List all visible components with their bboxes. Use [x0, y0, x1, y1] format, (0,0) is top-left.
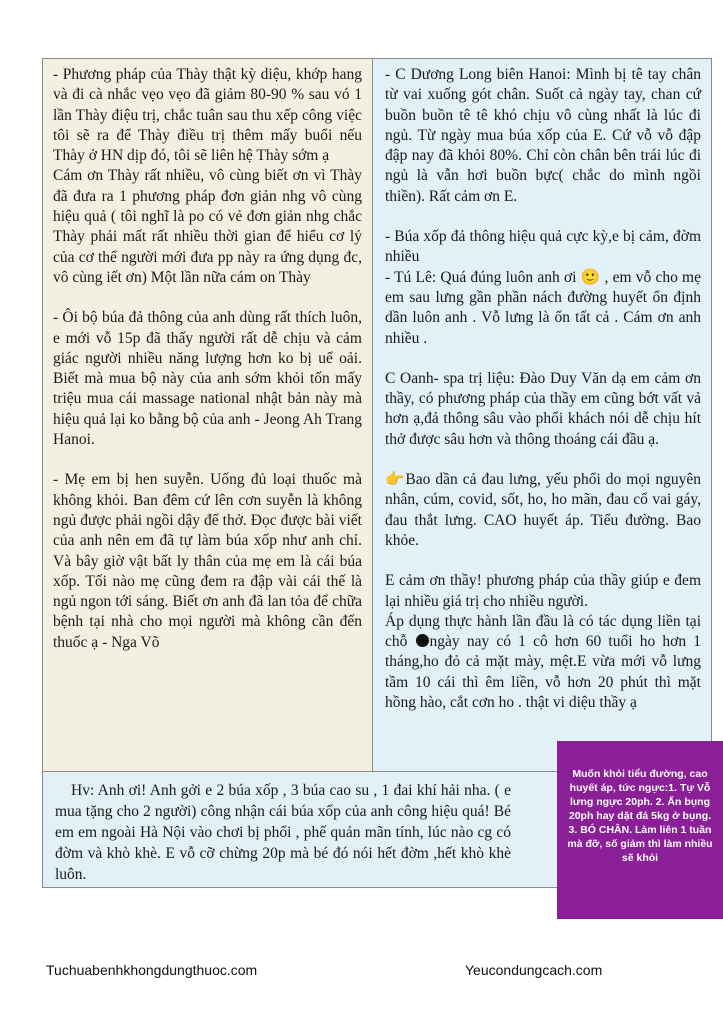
- footer-right-site: Yeucondungcach.com: [465, 962, 603, 978]
- right-paragraph-4: C Oanh- spa trị liệu: Đào Duy Văn dạ em cảm ơn thầy, có phương pháp của thầy em cũng bớt vất vả hơn ạ,đả thông sâu vào phổi khách nói dễ chịu hít thở được sâu hơn và thông thoáng cái đầu ạ.: [385, 369, 701, 448]
- blot-icon: [416, 634, 429, 647]
- left-paragraph-4: - Mẹ em bị hen suyễn. Uống đủ loại thuốc mà không khỏi. Ban đêm cứ lên cơn suyễn là không ngủ được phải ngồi dậy để thở. Đọc được bài viết của anh nên em đã tự làm búa xốp như anh chỉ. Và bây giờ vật bất ly thân của mẹ em là cái búa xốp. Tối nào mẹ cũng đem ra đập vài cái thế là ngủ ngon tới sáng. Biết ơn anh đã lan tỏa để chữa bệnh tại nhà cho mọi người mà không cần đến thuốc ạ - Nga Võ: [53, 471, 362, 651]
- table-top-row: [43, 59, 711, 771]
- right-paragraph-7-start: Áp dụng thực hành lần đầu là có tác dụng liền tại chỗ: [385, 612, 701, 651]
- right-paragraph-7-end: ngày nay có 1 cô hơn 60 tuổi ho hơn 1 tháng,ho đỏ cả mặt mày, mệt.E vừa mới vỗ lưng tầm 10 cái thì êm liền, vỗ hơn 20 phút thì mặt hồng hào, cắt cơn ho . thật vi diệu thầy ạ: [385, 633, 701, 712]
- bottom-testimonial: Hv: Anh ơi! Anh gởi e 2 búa xốp , 3 búa cao su , 1 đai khí hải nha. ( e mua tặng cho 2 người) công nhận cái búa xốp của anh công hiệu quá! Bé em em ngoài Hà Nội vào chơi bị phổi , phế quản mãn tính, lúc nào cg có đờm và khò khè. E vỗ cỡ chừng 20p mà bé đó nói hết đờm ,hết khò khè luôn.: [55, 782, 511, 883]
- right-paragraph-2: - Búa xốp đả thông hiệu quả cực kỳ,e bị cảm, đờm nhiều: [385, 228, 701, 266]
- promo-box: [557, 741, 723, 919]
- left-paragraph-1: - Phương pháp của Thày thật kỳ diệu, khớp hang và đi cà nhắc vẹo vẹo đã giảm 80-90 % sau vó 1 lần Thày điệu trị, chắc tuân sau thu xếp công việc tôi sẽ ra để Thày điều trị thêm mấy buổi nếu Thày ở HN dịp đó, tôi sẽ liên hệ Thày sớm ạ: [53, 66, 362, 165]
- left-paragraph-3: - Ôi bộ búa đả thông của anh dùng rất thích luôn, e mới vỗ 15p đã thấy người rất dễ chịu và cảm giác người nhiều năng lượng hơn ko bị uể oải. Biết mà mua bộ này của anh sớm khỏi tốn mấy triệu mua cái massage national nhật bản này mà hiệu quả lại ko bằng bộ của anh - Jeong Ah Trang Hanoi.: [53, 309, 362, 449]
- left-paragraph-2: Cám ơn Thày rất nhiều, vô cùng biết ơn vì Thày đã đưa ra 1 phương pháp đơn giản nhg vô cùng hiệu quả ( tôi nghĩ là po có vẻ đơn giản nhg chắc Thày phải mất rất nhiều thời gian để hiểu cơ lý của cơ thể người mới đưa pp này ra ứng dụng đc, vô cùng iết ơn) Một lần nữa cám on Thày: [53, 167, 362, 286]
- right-column: [373, 59, 711, 771]
- promo-text: Muốn khỏi tiểu đường, cao huyết áp, tức ngực:1. Tự Vỗ lưng ngực 20ph. 2. Ấn bụng 20ph hay dặt đá 5kg ở bụng. 3. BÓ CHÂN. Làm liên 1 tuần mà đỡ, số giảm thì làm nhiều sẽ khỏi: [567, 768, 713, 864]
- right-paragraph-6: E cảm ơn thầy! phương pháp của thầy giúp e đem lại nhiều giá trị cho nhiều người.: [385, 572, 701, 610]
- right-paragraph-5: 👉Bao dần cả đau lưng, yếu phổi do mọi nguyên nhân, cúm, covid, sốt, ho, ho mãn, đau cổ vai gáy, đau thắt lưng. CAO huyết áp. Tiểu đường. Bao khỏe.: [385, 471, 701, 549]
- right-paragraph-3: - Tú Lê: Quá đúng luôn anh ơi 🙂 , em vỗ cho mẹ em sau lưng gần phần nách đường huyết ổn định dần luôn anh . Vỗ lưng là ổn tất cả . Cám ơn anh nhiều .: [385, 268, 701, 347]
- right-paragraph-7: [385, 612, 701, 713]
- right-paragraph-1: - C Dương Long biên Hanoi: Mình bị tê tay chân từ vai xuống gót chân. Suốt cả ngày tay, chan cứ buồn buồn tê tê khó chịu vô cùng nhất là lúc đi ngủ. Từ ngày mua búa xốp của E. Cứ vỗ vỗ đập đập nay đã khỏi 80%. Chỉ còn chân bên trái lúc đi ngủ là vẫn hơi buồn bực( chắc do mình ngồi thiền). Rất cảm ơn E.: [385, 66, 701, 205]
- footer-left-site: Tuchuabenhkhongdungthuoc.com: [46, 962, 258, 978]
- left-column: [43, 59, 373, 771]
